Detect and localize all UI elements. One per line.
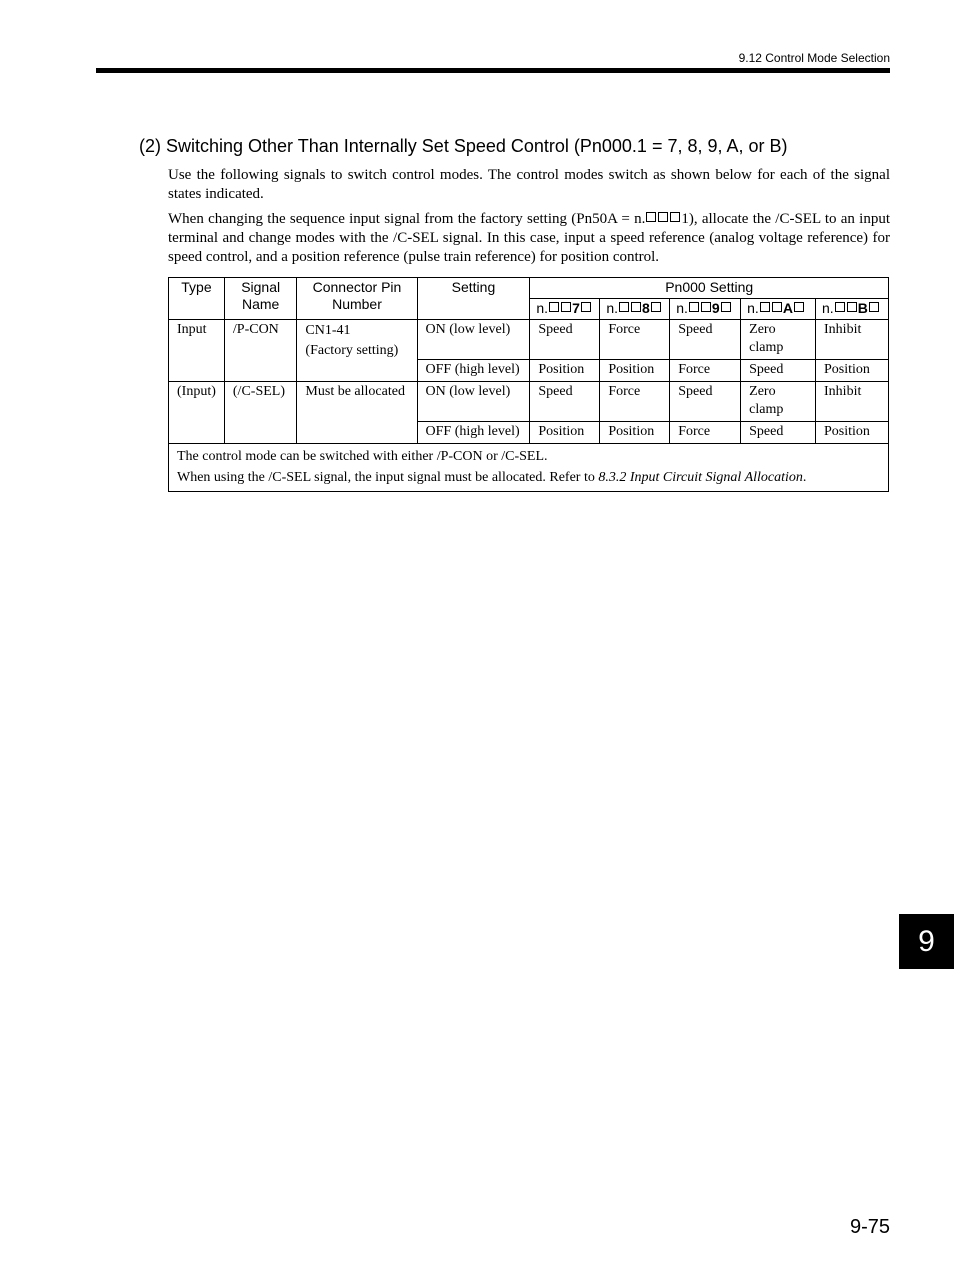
table-row [169,382,889,422]
box-glyph-icon [646,212,656,222]
cell-mode: Position [600,422,670,444]
box-glyph-icon [701,302,711,312]
connector-line-2: (Factory setting) [305,343,399,358]
cell-mode: Position [530,360,600,382]
cell-mode: Position [530,422,600,444]
cell-connector [297,320,417,382]
cell-mode: Force [670,422,741,444]
note-line-1: The control mode can be switched with either /P-CON or /C-SEL. [177,449,548,464]
connector-line-1: CN1-41 [305,323,351,338]
box-glyph-icon [581,302,591,312]
cell-mode: Speed [670,382,741,422]
running-head: 9.12 Control Mode Selection [738,51,890,65]
box-glyph-icon [658,212,668,222]
cell-mode: Speed [530,382,600,422]
cell-setting: OFF (high level) [417,422,530,444]
box-glyph-icon [651,302,661,312]
box-glyph-icon [847,302,857,312]
note-cross-reference: 8.3.2 Input Circuit Signal Allocation [598,470,803,485]
header-connector: Connector Pin Number [297,278,417,320]
cell-mode: Speed [741,422,816,444]
box-glyph-icon [670,212,680,222]
note-line-2-text: When using the /C-SEL signal, the input signal must be allocated. Refer to [177,470,599,485]
header-signal-name: Signal Name [224,278,297,320]
box-glyph-icon [631,302,641,312]
header-code-a: n. A [741,299,816,320]
cell-type: (Input) [169,382,225,444]
signal-table [168,277,889,492]
paragraph-1: Use the following signals to switch control modes. The control modes switch as shown below for each of the signal states indicated. [168,167,890,202]
cell-signal: (/C-SEL) [224,382,297,444]
paragraph-2 [168,210,890,267]
cell-mode: Force [600,382,670,422]
header-rule [96,68,890,73]
page-number: 9-75 [849,1216,890,1238]
note-row [169,444,889,492]
cell-mode: Inhibit [816,320,889,360]
header-code-7: n. 7 [530,299,600,320]
header-code-b: n. B [816,299,889,320]
cell-setting: ON (low level) [417,382,530,422]
paragraph-2-start: When changing the sequence input signal from the factory setting (Pn50A = n. [168,211,646,227]
cell-connector [297,382,417,444]
cell-mode: Position [816,422,889,444]
section-heading: (2) Switching Other Than Internally Set Speed Control (Pn000.1 = 7, 8, 9, A, or B) [139,136,788,156]
note-line-2 [177,467,880,488]
cell-setting: OFF (high level) [417,360,530,382]
header-setting: Setting [417,278,530,320]
cell-mode: Speed [741,360,816,382]
paragraph-2-end: 1), allocate the /C-SEL to an input terminal and change modes with the /C-SEL signal. In this case, input a speed reference (analog voltage reference) for speed control, and a position reference (pulse train reference) for position control. [168,211,890,265]
cell-mode: Force [670,360,741,382]
table-row [169,320,889,360]
box-glyph-icon [689,302,699,312]
box-glyph-icon [835,302,845,312]
header-code-8: n. 8 [600,299,670,320]
cell-mode: Speed [530,320,600,360]
box-glyph-icon [721,302,731,312]
cell-type: Input [169,320,225,382]
box-glyph-icon [760,302,770,312]
cell-mode: Zero clamp [741,382,816,422]
box-glyph-icon [561,302,571,312]
header-row [169,278,889,299]
box-glyph-icon [549,302,559,312]
header-pn000-setting: Pn000 Setting [530,278,889,299]
cell-signal: /P-CON [224,320,297,382]
box-glyph-icon [794,302,804,312]
cell-setting: ON (low level) [417,320,530,360]
connector-line-1: Must be allocated [305,384,405,399]
cell-mode: Inhibit [816,382,889,422]
cell-mode: Position [816,360,889,382]
cell-mode: Force [600,320,670,360]
cell-mode: Position [600,360,670,382]
cell-mode: Speed [670,320,741,360]
note-line-2-end: . [802,470,807,485]
header-code-9: n. 9 [670,299,741,320]
header-type: Type [169,278,225,320]
box-glyph-icon [619,302,629,312]
chapter-tab: 9 [899,914,954,969]
table-note [169,444,889,492]
box-glyph-icon [869,302,879,312]
box-glyph-icon [772,302,782,312]
cell-mode: Zero clamp [741,320,816,360]
